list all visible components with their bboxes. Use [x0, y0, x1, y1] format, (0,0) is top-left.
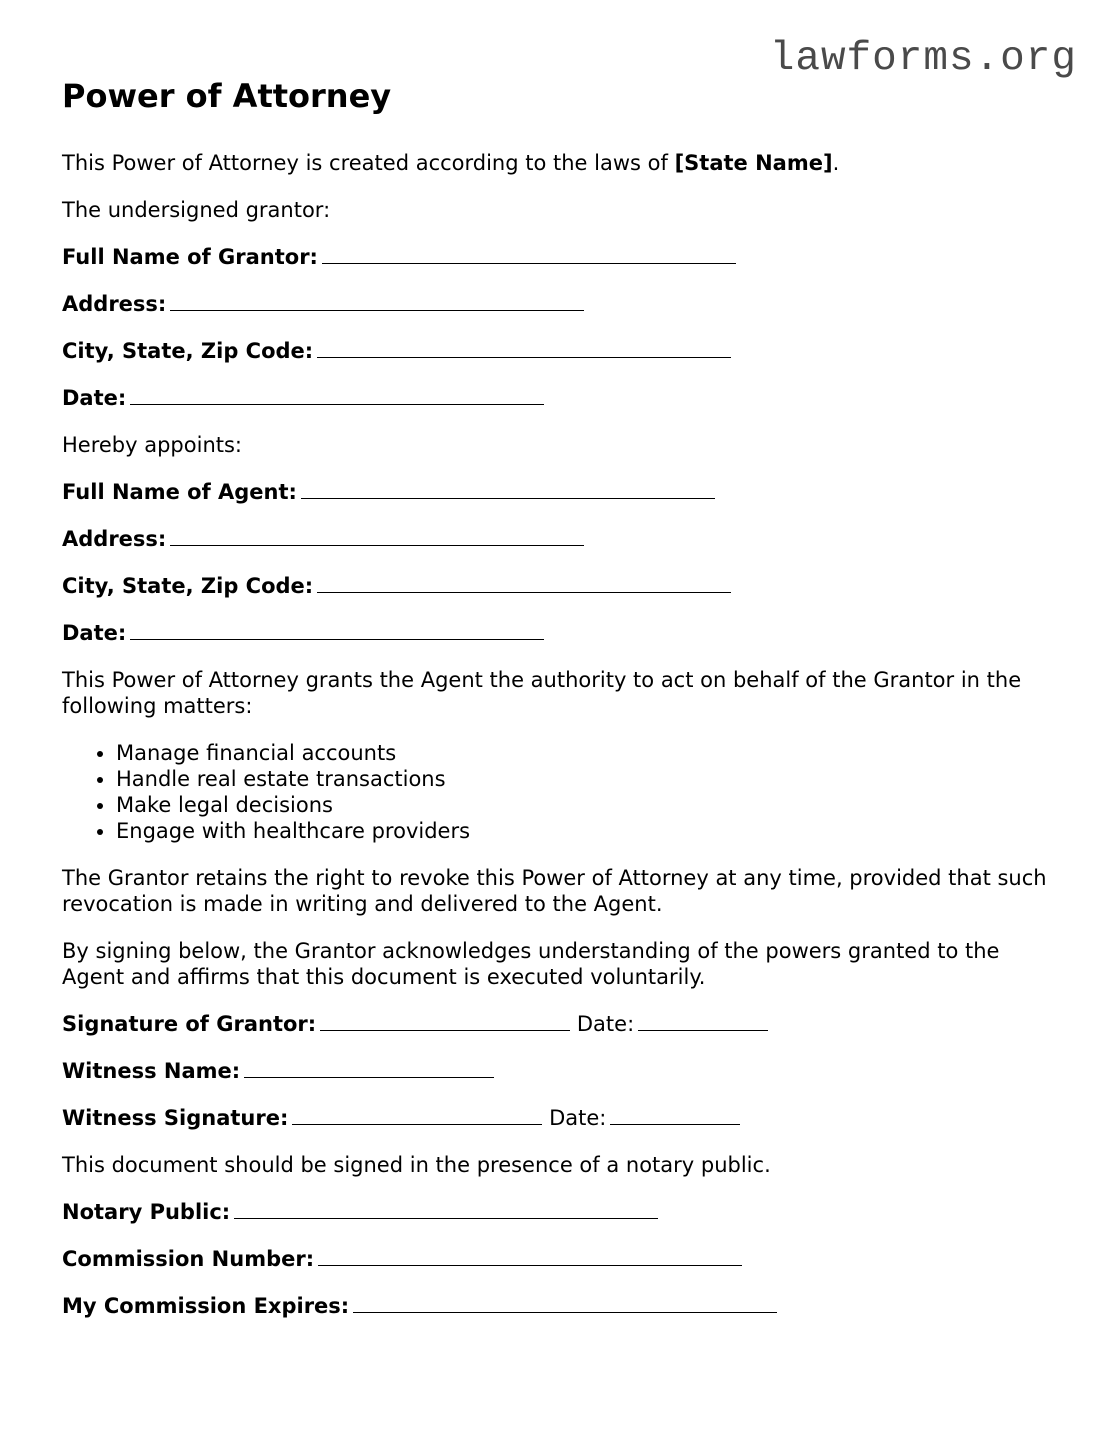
- notary-public-field: [62, 1199, 1052, 1225]
- grantor-full-name-label: Full Name of Grantor:: [62, 245, 318, 269]
- agent-date-label: Date:: [62, 621, 127, 645]
- intro-prefix: This Power of Attorney is created according to the laws of: [62, 151, 675, 175]
- list-item: • Handle real estate transactions: [116, 766, 1052, 792]
- grantor-date-blank[interactable]: [130, 386, 544, 405]
- agent-city-blank[interactable]: [317, 574, 731, 593]
- matters-list: [62, 740, 1052, 844]
- intro-suffix: .: [832, 151, 840, 175]
- grantor-signature-date-label: Date:: [576, 1012, 635, 1036]
- commission-number-field: [62, 1246, 1052, 1272]
- grantor-full-name-field: [62, 244, 1052, 270]
- agent-address-blank[interactable]: [170, 527, 584, 546]
- document-page: [62, 76, 1052, 1340]
- grantor-city-label: City, State, Zip Code:: [62, 339, 314, 363]
- witness-signature-blank[interactable]: [292, 1106, 542, 1125]
- intro-paragraph: [62, 150, 1052, 176]
- grantor-signature-date-blank[interactable]: [638, 1012, 768, 1031]
- grantor-address-field: [62, 291, 1052, 317]
- agent-city-field: [62, 573, 1052, 599]
- witness-signature-field: [62, 1105, 1052, 1131]
- agent-city-label: City, State, Zip Code:: [62, 574, 314, 598]
- witness-signature-date-blank[interactable]: [610, 1106, 740, 1125]
- grantor-signature-field: [62, 1011, 1052, 1037]
- list-item: • Manage financial accounts: [116, 740, 1052, 766]
- list-item: • Engage with healthcare providers: [116, 818, 1052, 844]
- watermark: lawforms.org: [769, 36, 1077, 82]
- commission-number-label: Commission Number:: [62, 1247, 315, 1271]
- commission-expires-field: [62, 1293, 1052, 1319]
- witness-signature-date-label: Date:: [549, 1106, 607, 1130]
- commission-expires-blank[interactable]: [353, 1294, 777, 1313]
- page-title: Power of Attorney: [62, 77, 392, 115]
- grantor-intro: The undersigned grantor:: [62, 198, 331, 222]
- agent-full-name-blank[interactable]: [301, 480, 715, 499]
- grantor-signature-blank[interactable]: [320, 1012, 570, 1031]
- notary-paragraph: This document should be signed in the presence of a notary public.: [62, 1153, 771, 1177]
- agent-date-blank[interactable]: [130, 621, 544, 640]
- notary-public-blank[interactable]: [234, 1200, 658, 1219]
- agent-address-field: [62, 526, 1052, 552]
- appoints-text: Hereby appoints:: [62, 433, 243, 457]
- witness-name-label: Witness Name:: [62, 1059, 241, 1083]
- grantor-date-label: Date:: [62, 386, 127, 410]
- grantor-full-name-blank[interactable]: [322, 245, 736, 264]
- grantor-address-label: Address:: [62, 292, 167, 316]
- agent-full-name-field: [62, 479, 1052, 505]
- list-item: • Make legal decisions: [116, 792, 1052, 818]
- grantor-city-blank[interactable]: [317, 339, 731, 358]
- notary-public-label: Notary Public:: [62, 1200, 231, 1224]
- commission-number-blank[interactable]: [318, 1247, 742, 1266]
- agent-date-field: [62, 620, 1052, 646]
- revoke-paragraph: The Grantor retains the right to revoke this Power of Attorney at any time, provided that such revocation is made in writing and delivered to the Agent.: [62, 866, 1047, 916]
- state-placeholder: [State Name]: [674, 151, 833, 175]
- witness-name-blank[interactable]: [244, 1059, 494, 1078]
- signing-paragraph: By signing below, the Grantor acknowledges understanding of the powers granted to the Agent and affirms that this document is executed voluntarily.: [62, 939, 1000, 989]
- authority-paragraph: This Power of Attorney grants the Agent the authority to act on behalf of the Grantor in the following matters:: [62, 668, 1022, 718]
- witness-signature-label: Witness Signature:: [62, 1106, 289, 1130]
- grantor-address-blank[interactable]: [170, 292, 584, 311]
- agent-address-label: Address:: [62, 527, 167, 551]
- grantor-signature-label: Signature of Grantor:: [62, 1012, 317, 1036]
- witness-name-field: [62, 1058, 1052, 1084]
- commission-expires-label: My Commission Expires:: [62, 1294, 350, 1318]
- grantor-city-field: [62, 338, 1052, 364]
- grantor-date-field: [62, 385, 1052, 411]
- agent-full-name-label: Full Name of Agent:: [62, 480, 297, 504]
